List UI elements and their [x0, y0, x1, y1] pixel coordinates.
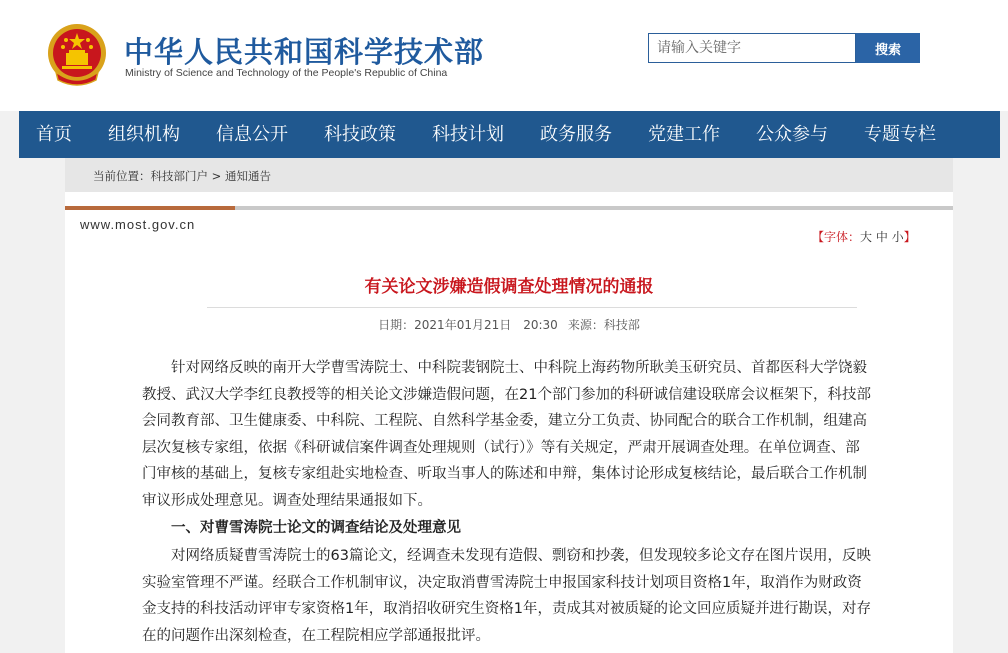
nav-item-policy[interactable]: 科技政策 — [324, 124, 396, 145]
article-section-heading: 一、对曹雪涛院士论文的调查结论及处理意见 — [171, 520, 461, 536]
nav-item-information[interactable]: 信息公开 — [216, 124, 288, 145]
nav-item-home[interactable]: 首页 — [36, 124, 72, 145]
breadcrumb-prefix: 当前位置： — [93, 169, 151, 183]
font-size-medium[interactable]: 中 — [875, 230, 888, 244]
nav-item-party[interactable]: 党建工作 — [648, 124, 720, 145]
national-emblem-icon[interactable] — [46, 22, 108, 88]
breadcrumb-link-home[interactable]: 科技部门户 — [150, 169, 208, 183]
article-paragraph: 对网络质疑曹雪涛院士的63篇论文，经调查未发现有造假、剽窃和抄袭，但发现较多论文存在图片误用，反映实验室管理不严谨。经联合工作机制审议，决定取消曹雪涛院士申报国家科技计划项目资格1年，取消作为财政资金支持的科技活动评审专家资格1年，取消招收研究生资格1年，责成其对被质疑的论文回应质疑并进行勘误，对存在的问题作出深刻检查，在工程院相应学部通报批评。 — [142, 548, 871, 644]
search-button[interactable]: 搜索 — [856, 33, 920, 63]
article-source: 来源：科技部 — [567, 318, 640, 332]
nav-item-public[interactable]: 公众参与 — [756, 124, 828, 145]
font-size-close: 】 — [903, 230, 916, 244]
nav-item-topics[interactable]: 专题专栏 — [864, 124, 936, 145]
article-paragraph: 针对网络反映的南开大学曹雪涛院士、中科院裴钢院士、中科院上海药物所耿美玉研究员、首都医科大学饶毅教授、武汉大学李红良教授等的相关论文涉嫌造假问题，在21个部门参加的科研诚信建设联席会议框架下，科技部会同教育部、卫生健康委、中科院、工程院、自然科学基金委，建立分工负责、协同配合的联合工作机制，组建高层次复核专家组，依据《科研诚信案件调查处理规则（试行）》等有关规定，严肃开展调查处理。在单位调查、部门审核的基础上，复核专家组赴实地检查、听取当事人的陈述和申辩，集体讨论形成复核结论，最后联合工作机制审议形成处理意见。调查处理结果通报如下。 — [142, 360, 871, 509]
content-page — [65, 158, 953, 653]
font-size-open: 【字体： — [812, 230, 861, 244]
breadcrumb — [93, 168, 271, 184]
nav-item-programs[interactable]: 科技计划 — [432, 124, 504, 145]
font-size-small[interactable]: 小 — [891, 230, 904, 244]
divider-accent — [65, 206, 235, 210]
search-input[interactable] — [648, 33, 856, 63]
site-url: www.most.gov.cn — [80, 217, 196, 232]
breadcrumb-bar — [65, 158, 953, 192]
main-nav — [19, 111, 1000, 158]
article-title: 有关论文涉嫌造假调查处理情况的通报 — [364, 277, 654, 297]
font-size-switcher — [812, 228, 916, 245]
article-body — [142, 355, 874, 649]
site-subtitle: Ministry of Science and Technology of the People's Republic of China — [125, 67, 448, 79]
font-size-large[interactable]: 大 — [860, 230, 873, 244]
breadcrumb-link-current[interactable]: 通知通告 — [224, 169, 271, 183]
title-divider — [207, 307, 857, 308]
site-title[interactable]: 中华人民共和国科学技术部 — [124, 35, 485, 69]
article-meta — [65, 316, 953, 333]
nav-item-services[interactable]: 政务服务 — [540, 124, 612, 145]
breadcrumb-separator: > — [208, 169, 225, 183]
site-header — [0, 0, 1008, 111]
article-date: 日期：2021年01月21日 20:30 — [378, 318, 558, 332]
nav-item-organization[interactable]: 组织机构 — [108, 124, 180, 145]
